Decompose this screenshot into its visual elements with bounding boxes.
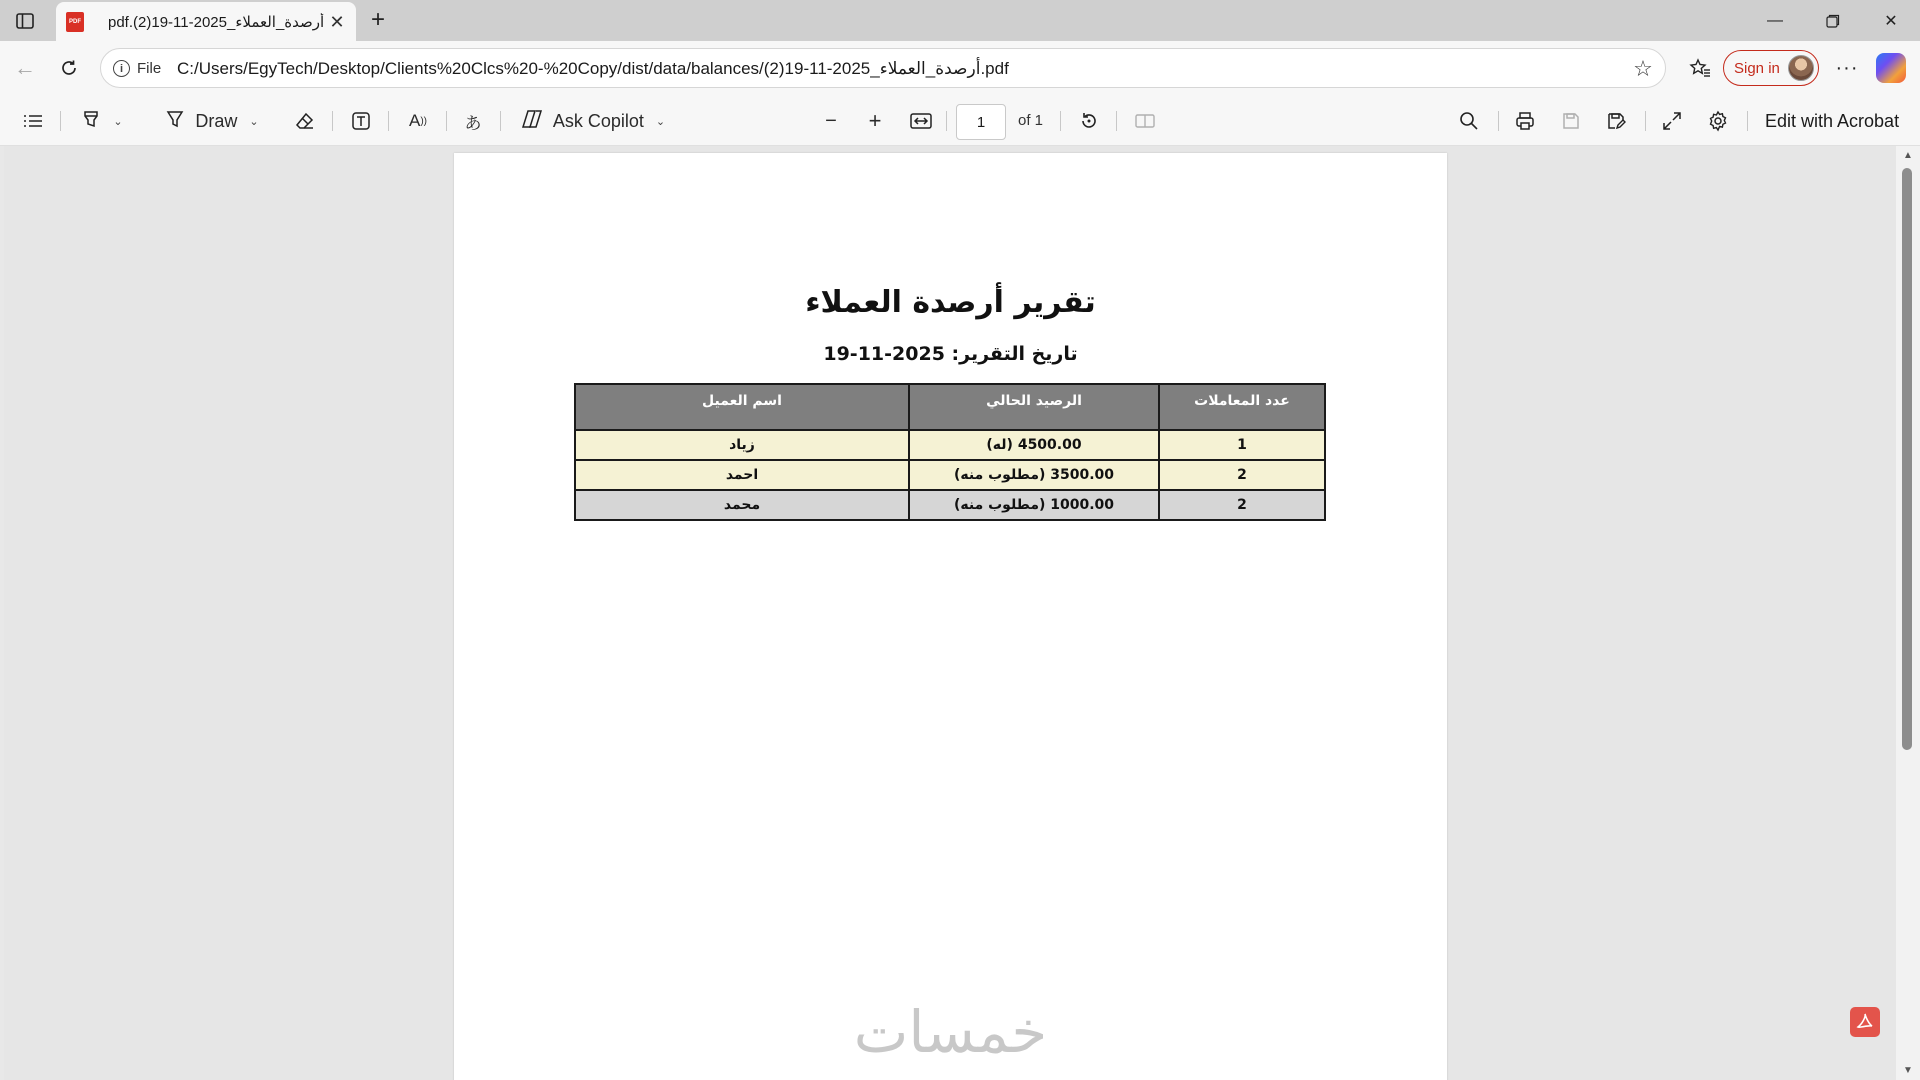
cell-balance: 3500.00 (مطلوب منه) <box>909 460 1159 490</box>
search-icon[interactable] <box>1454 105 1484 137</box>
url-text[interactable]: C:/Users/EgyTech/Desktop/Clients%20Clcs%20-%20Copy/dist/data/balances/(2)19-11-2025_أرصدة_العملاء.pdf <box>177 59 1009 78</box>
cell-transactions: 2 <box>1159 460 1325 490</box>
cell-transactions: 1 <box>1159 430 1325 460</box>
rotate-icon[interactable] <box>1074 105 1104 137</box>
read-aloud-icon[interactable]: A )) <box>408 111 427 130</box>
report-date: تاريخ التقرير: 2025-11-19 <box>823 343 1078 365</box>
table-header-row <box>575 384 1325 430</box>
refresh-icon[interactable] <box>52 51 86 85</box>
toolbar-divider <box>500 111 501 131</box>
fullscreen-icon[interactable] <box>1657 105 1687 137</box>
site-info-icon[interactable]: i <box>113 60 130 77</box>
save-icon <box>1556 105 1586 137</box>
toolbar-divider <box>388 111 389 131</box>
page-total-label: of 1 <box>1018 112 1044 129</box>
chevron-down-icon[interactable]: ⌄ <box>249 115 259 128</box>
pdf-viewer <box>4 146 1900 1080</box>
toolbar-divider <box>1747 111 1748 131</box>
column-header-balance: الرصيد الحالي <box>909 384 1159 430</box>
restore-button[interactable] <box>1804 0 1862 41</box>
cell-balance: 4500.00 (له) <box>909 430 1159 460</box>
report-title: تقرير أرصدة العملاء <box>805 285 1096 320</box>
print-icon[interactable] <box>1510 105 1540 137</box>
toolbar-divider <box>1116 111 1117 131</box>
zoom-out-icon[interactable]: − <box>825 109 837 132</box>
sign-in-label: Sign in <box>1734 59 1780 77</box>
cell-transactions: 2 <box>1159 490 1325 520</box>
translate-icon[interactable]: あ <box>464 113 482 133</box>
table-row <box>575 490 1325 520</box>
watermark-logo: خمسات <box>853 998 1048 1066</box>
pdf-page <box>454 153 1447 1080</box>
column-header-customer-name: اسم العميل <box>575 384 909 430</box>
pdf-file-icon: PDF <box>66 12 84 32</box>
zoom-in-icon[interactable]: + <box>868 108 882 133</box>
contents-list-icon[interactable] <box>18 105 48 137</box>
pdf-toolbar <box>0 96 1920 146</box>
page-view-icon <box>1130 105 1160 137</box>
toolbar-divider <box>1498 111 1499 131</box>
toolbar-divider <box>446 111 447 131</box>
ask-copilot-label: Ask Copilot <box>552 110 644 131</box>
browser-tab-active[interactable] <box>56 2 356 41</box>
scroll-up-arrow-icon[interactable]: ▲ <box>1903 150 1913 161</box>
text-box-icon[interactable] <box>346 105 376 137</box>
table-row <box>575 430 1325 460</box>
balances-table <box>574 383 1326 521</box>
gear-icon[interactable] <box>1703 105 1733 137</box>
toolbar-divider <box>60 111 61 131</box>
back-arrow-icon[interactable]: ← <box>14 55 36 80</box>
toolbar-divider <box>1645 111 1646 131</box>
copilot-icon[interactable] <box>1876 53 1906 83</box>
tab-close-icon[interactable]: ✕ <box>329 11 345 32</box>
fit-to-width-icon[interactable] <box>906 105 936 137</box>
draw-tool[interactable] <box>156 105 268 137</box>
page-number-input[interactable]: 1 <box>956 104 1006 140</box>
table-row <box>575 460 1325 490</box>
cell-balance: 1000.00 (مطلوب منه) <box>909 490 1159 520</box>
cell-customer-name: زياد <box>575 430 909 460</box>
edit-with-acrobat-button[interactable]: Edit with Acrobat <box>1765 111 1900 131</box>
toolbar-divider <box>332 111 333 131</box>
more-options-icon[interactable]: ··· <box>1835 56 1859 79</box>
chevron-down-icon[interactable]: ⌄ <box>113 115 123 128</box>
tab-title: pdf.(2)19-11-2025_أرصدة_العملاء <box>108 13 325 31</box>
scroll-down-arrow-icon[interactable]: ▼ <box>1903 1065 1913 1076</box>
toolbar-divider <box>946 111 947 131</box>
eraser-icon[interactable] <box>290 105 320 137</box>
sidebar-toggle-icon[interactable] <box>10 8 40 34</box>
pen-icon <box>165 109 185 134</box>
highlighter-icon <box>81 109 101 134</box>
copilot-outline-icon <box>521 109 543 134</box>
minimize-button[interactable]: — <box>1767 11 1783 29</box>
cell-customer-name: احمد <box>575 460 909 490</box>
toolbar-divider <box>1060 111 1061 131</box>
avatar <box>1788 55 1814 81</box>
address-bar[interactable] <box>100 48 1666 88</box>
sign-in-button[interactable] <box>1723 50 1819 86</box>
file-scheme-label: File <box>137 60 162 77</box>
favorite-star-icon[interactable]: ☆ <box>1633 56 1653 81</box>
scrollbar-thumb[interactable] <box>1902 168 1912 750</box>
column-header-transactions: عدد المعاملات <box>1159 384 1325 430</box>
draw-label: Draw <box>195 110 238 131</box>
vertical-scrollbar[interactable] <box>1896 146 1920 1080</box>
close-window-button[interactable]: ✕ <box>1884 12 1898 30</box>
save-as-icon[interactable] <box>1601 105 1631 137</box>
navigation-bar <box>0 41 1920 96</box>
favorites-icon[interactable] <box>1683 51 1717 85</box>
new-tab-button[interactable]: + <box>370 6 385 33</box>
title-bar <box>0 0 1920 41</box>
chevron-down-icon[interactable]: ⌄ <box>655 115 666 128</box>
ask-copilot-button[interactable] <box>518 105 668 137</box>
highlight-tool[interactable] <box>74 105 130 137</box>
cell-customer-name: محمد <box>575 490 909 520</box>
adobe-acrobat-icon[interactable] <box>1850 1007 1880 1037</box>
